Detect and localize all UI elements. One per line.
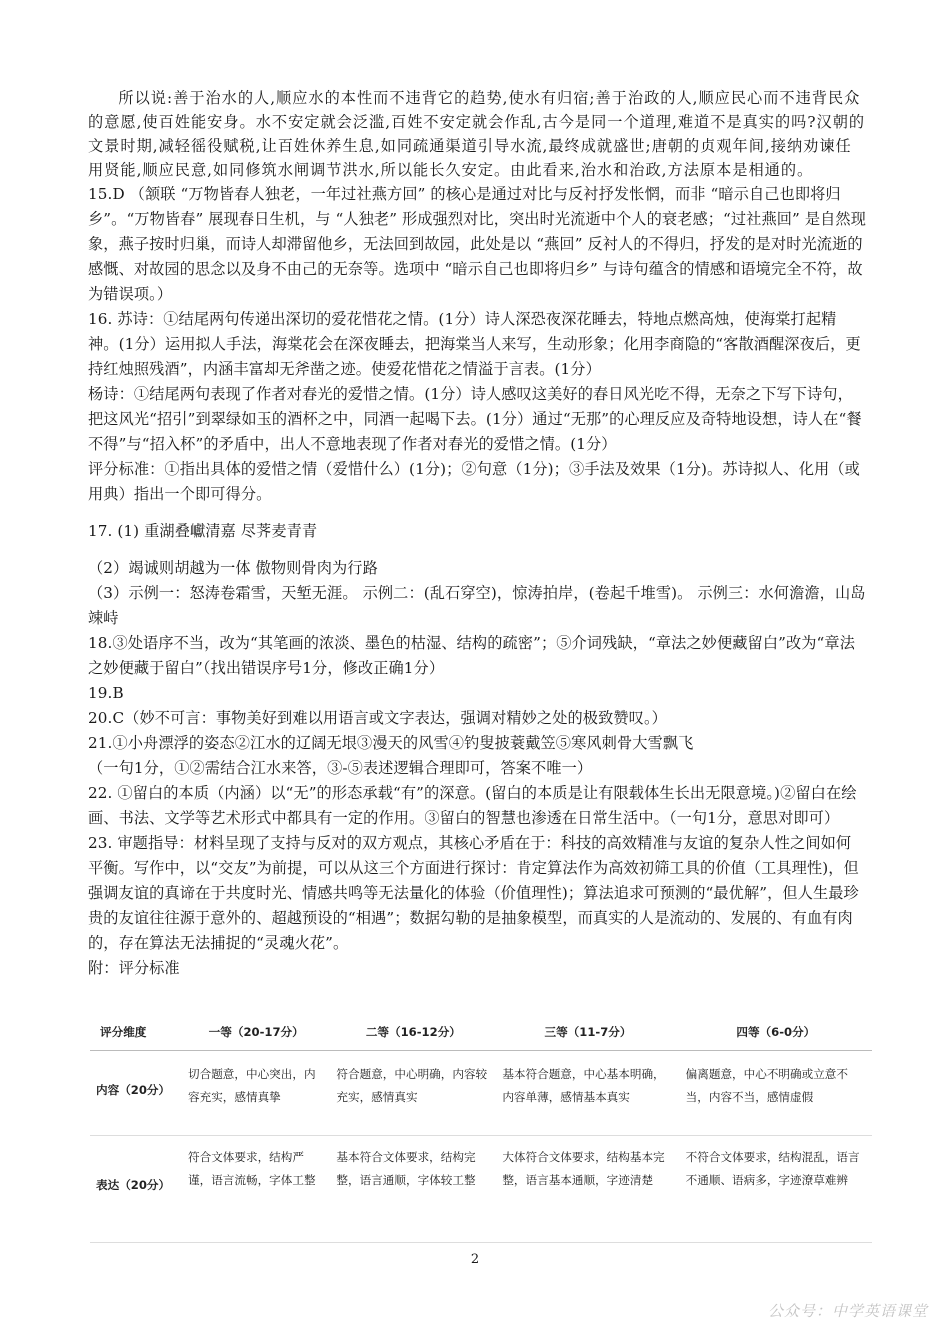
scoring-table xyxy=(90,1014,872,1243)
table-cell: 基本符合文体要求，结构完整，语言通顺，字体较工整 xyxy=(330,1136,496,1243)
paragraph-q16-yang: 杨诗：①结尾两句表现了作者对春光的爱惜之情。(1分）诗人感叹这美好的春日风光吃不得，无奈之下写下诗句，把这风光“招引”到翠绿如玉的酒杯之中，同酒一起喝下去。(1分）通过“无那”的心理反应及奇特地设想，诗人在“餐不得”与“招入杯”的矛盾中，出人不意地表现了作者对春光的爱惜之情。(1分） xyxy=(88,385,862,453)
paragraph-q21: 21.①小舟漂浮的姿态②江水的辽阔无垠③漫天的风雪④钓叟披蓑戴笠⑤寒风刺骨大雪飘飞 xyxy=(88,734,694,752)
paragraph-q21-note: （一句1分，①②需结合江水来答，③-⑤表述逻辑合理即可，答案不唯一） xyxy=(88,759,593,777)
paragraph-q20: 20.C（妙不可言：事物美好到难以用语言或文字表达，强调对精妙之处的极致赞叹。） xyxy=(88,709,667,727)
page-number: 2 xyxy=(470,1252,480,1267)
table-cell: 符合文体要求，结构严谨，语言流畅，字体工整 xyxy=(182,1136,330,1243)
paragraph-q17-1: 17. (1) 重湖叠巘清嘉 尽荠麦青青 xyxy=(88,522,318,540)
paragraph-q16-criteria: 评分标准：①指出具体的爱惜之情（爱惜什么）(1分)；②句意（1分)；③手法及效果（1分)。苏诗拟人、化用（或用典）指出一个即可得分。 xyxy=(88,460,860,503)
table-header: 一等（20-17分） xyxy=(182,1014,330,1051)
row-label: 表达（20分） xyxy=(90,1136,182,1243)
paragraph-translation: 所以说:善于治水的人,顺应水的本性而不违背它的趋势,使水有归宿;善于治政的人,顺应民心而不违背民众的意愿,使百姓能安身。水不安定就会泛滥,百姓不安定就会作乱,古今是同一个道理,难道不是真实的吗?汉朝的文景时期,减轻徭役赋税,让百姓休养生息,如同疏通渠道引导水流,最终成就盛世;唐朝的贞观年间,接纳劝谏任用贤能,顺应民意,如同修筑水闸调节洪水,所以能长久安定。由此看来,治水和治政,方法原本是相通的。 xyxy=(88,89,866,179)
row-label: 内容（20分） xyxy=(90,1051,182,1136)
paragraph-q17-2: （2）竭诚则胡越为一体 傲物则骨肉为行路 xyxy=(88,559,378,577)
paragraph-q15: 15.D （颔联 “万物皆春人独老，一年过社燕方回” 的核心是通过对比与反衬抒发怅惘，而非 “暗示自己也即将归乡”。“万物皆春” 展现春日生机，与 “人独老” 形成强烈对比，突出时光流逝中个人的衰老感；“过社燕回” 是自然现象，燕子按时归巢，而诗人却滞留他乡，无法回到故园，此处是以 “燕回” 反衬人的不得归，抒发的是对时光流逝的感慨、对故园的思念以及身不由己的无奈等。选项中 “暗示自己也即将归乡” 与诗句蕴含的情感和语境完全不符，故为错误项。） xyxy=(88,185,866,303)
table-cell: 基本符合题意，中心基本明确，内容单薄，感情基本真实 xyxy=(496,1051,679,1136)
table-cell: 切合题意，中心突出，内容充实，感情真挚 xyxy=(182,1051,330,1136)
paragraph-q17-3: （3）示例一：怒涛卷霜雪，天堑无涯。 示例二：(乱石穿空)，惊涛拍岸，(卷起千堆雪)。 示例三：水何澹澹，山岛竦峙 xyxy=(88,584,866,627)
answer-content xyxy=(88,86,866,981)
paragraph-q18: 18.③处语序不当，改为“其笔画的浓淡、墨色的枯湿、结构的疏密”；⑤介词残缺，“章法之妙便藏留白”改为“章法之妙便藏于留白”（找出错误序号1分，修改正确1分） xyxy=(88,634,855,677)
table-header-row xyxy=(90,1014,872,1051)
table-row xyxy=(90,1136,872,1243)
spacer xyxy=(88,507,866,519)
table-cell: 不符合文体要求，结构混乱，语言不通顺、语病多，字迹潦草难辨 xyxy=(680,1136,872,1243)
paragraph-q22: 22. ①留白的本质（内涵）以“无”的形态承载“有”的深意。(留白的本质是让有限载体生长出无限意境。)②留白在绘画、书法、文学等艺术形式中都具有一定的作用。③留白的智慧也渗透在日常生活中。（一句1分，意思对即可） xyxy=(88,784,857,827)
spacer xyxy=(88,544,866,556)
paragraph-q16-su: 16. 苏诗：①结尾两句传递出深切的爱花惜花之情。(1分）诗人深恐夜深花睡去，特地点燃高烛，使海棠打起精神。(1分）运用拟人手法，海棠花会在深夜睡去，把海棠当人来写，生动形象；化用李商隐的“客散酒醒深夜后，更持红烛照残酒”，内涵丰富却无斧凿之迹。使爱花惜花之情溢于言表。(1分） xyxy=(88,310,861,378)
paragraph-appendix: 附：评分标准 xyxy=(88,959,180,977)
table-header: 二等（16-12分） xyxy=(330,1014,496,1051)
table-row xyxy=(90,1051,872,1136)
table-cell: 大体符合文体要求，结构基本完整，语言基本通顺，字迹清楚 xyxy=(496,1136,679,1243)
table-cell: 符合题意，中心明确，内容较充实，感情真实 xyxy=(330,1051,496,1136)
paragraph-q19: 19.B xyxy=(88,684,124,702)
paragraph-q23: 23. 审题指导：材料呈现了支持与反对的双方观点，其核心矛盾在于：科技的高效精准与友谊的复杂人性之间如何平衡。写作中，以“交友”为前提，可以从这三个方面进行探讨：肯定算法作为高效初筛工具的价值（工具理性)，但强调友谊的真谛在于共度时光、情感共鸣等无法量化的体验（价值理性)；算法追求可预测的“最优解”，但人生最珍贵的友谊往往源于意外的、超越预设的“相遇”；数据勾勒的是抽象模型，而真实的人是流动的、发展的、有血有肉的，存在算法无法捕捉的“灵魂火花”。 xyxy=(88,834,859,952)
table-header: 三等（11-7分） xyxy=(496,1014,679,1051)
table-header: 评分维度 xyxy=(90,1014,182,1051)
table-cell: 偏离题意，中心不明确或立意不当，内容不当，感情虚假 xyxy=(680,1051,872,1136)
table-header: 四等（6-0分） xyxy=(680,1014,872,1051)
watermark: 公众号：中学英语课堂 xyxy=(767,1302,928,1320)
